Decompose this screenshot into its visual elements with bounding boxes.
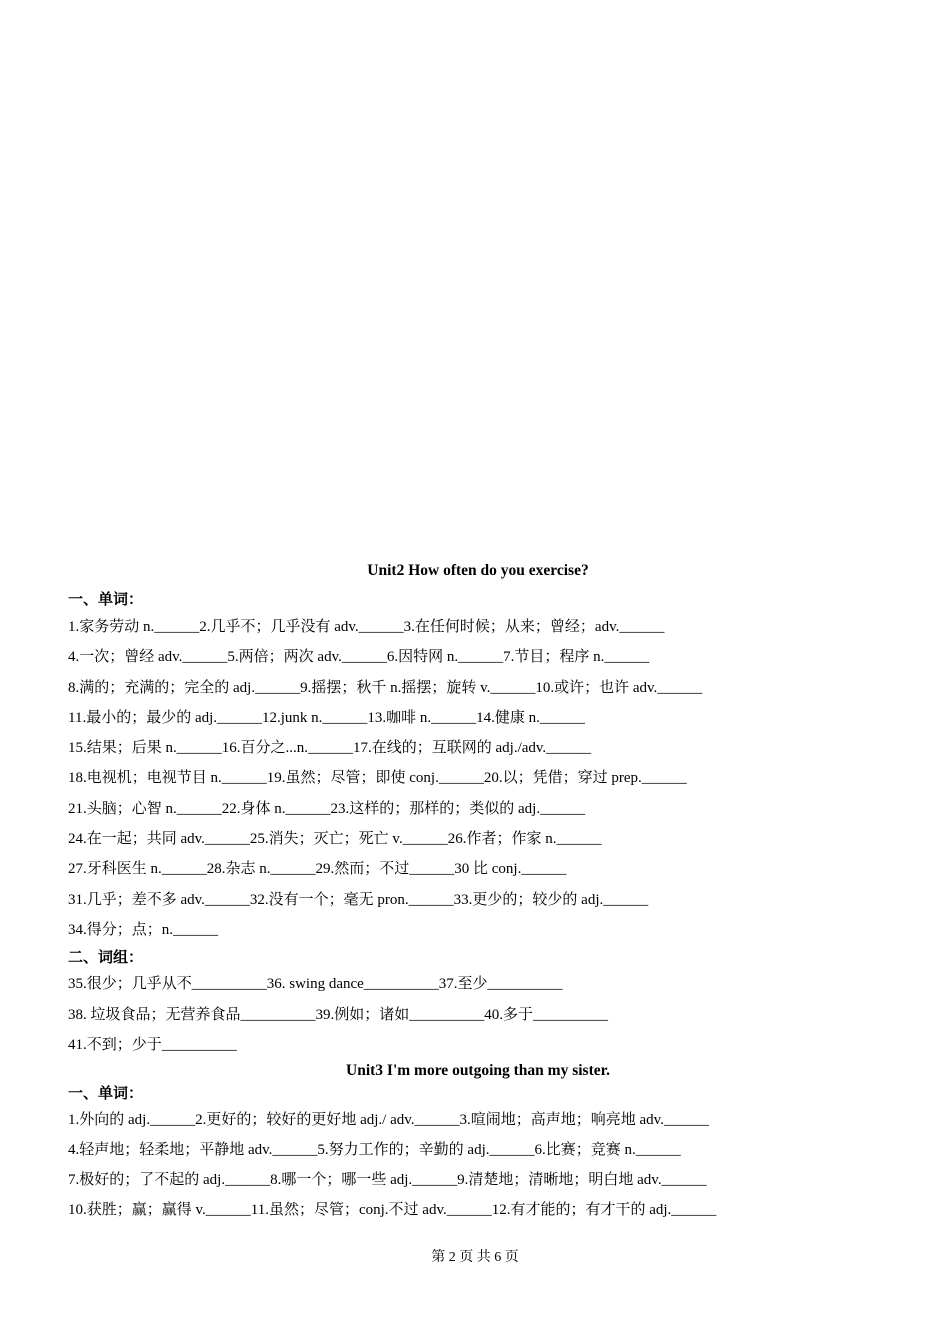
unit2-word-line: 27.牙科医生 n.______28.杂志 n.______29.然而；不过______30 比 conj.______ <box>68 861 567 878</box>
unit3-word-line: 10.获胜；赢；赢得 v.______11.虽然；尽管；conj.不过 adv.______12.有才能的；有才干的 adj.______ <box>68 1201 717 1218</box>
unit2-phrase-list <box>68 969 888 1060</box>
unit2-word-line: 1.家务劳动 n.______2.几乎不；几乎没有 adv.______3.在任何时候；从来；曾经；adv.______ <box>68 619 665 635</box>
unit2-word-line: 15.结果；后果 n.______16.百分之...n.______17.在线的；互联网的 adj./adv.______ <box>68 740 592 757</box>
unit2-word-line: 34.得分；点；n.______ <box>68 921 219 938</box>
unit2-phrase-line: 38. 垃圾食品；无营养食品__________39.例如；诸如__________40.多于__________ <box>68 1006 609 1023</box>
unit2-word-line: 24.在一起；共同 adv.______25.消失；灭亡；死亡 v.______26.作者；作家 n.______ <box>68 831 602 848</box>
unit2-word-line: 21.头脑；心智 n.______22.身体 n.______23.这样的；那样的；类似的 adj.______ <box>68 800 586 817</box>
unit3-word-list <box>68 1106 888 1225</box>
worksheet-content <box>68 560 888 1225</box>
unit2-word-line: 11.最小的；最少的 adj.______12.junk n.______13.咖啡 n.______14.健康 n.______ <box>68 709 585 726</box>
unit2-word-line: 18.电视机；电视节目 n.______19.虽然；尽管；即使 conj.______20.以；凭借；穿过 prep.______ <box>68 770 687 787</box>
unit2-word-line: 8.满的；充满的；完全的 adj.______9.摇摆；秋千 n.摇摆；旋转 v.______10.或许；也许 adv.______ <box>68 679 703 696</box>
unit3-word-line: 1.外向的 adj.______2.更好的；较好的更好地 adj./ adv.______3.喧闹地；高声地；响亮地 adv.______ <box>68 1112 709 1129</box>
unit2-word-list <box>68 612 888 945</box>
unit2-phrase-line: 41.不到；少于__________ <box>68 1036 237 1053</box>
unit2-title: Unit2 How often do you exercise? <box>367 562 589 579</box>
unit3-word-line: 7.极好的；了不起的 adj.______8.哪一个；哪一些 adj.______9.清楚地；清晰地；明白地 adv.______ <box>68 1171 707 1188</box>
unit2-phrases-heading: 二、词组： <box>68 950 144 967</box>
unit2-word-line: 31.几乎；差不多 adv.______32.没有一个；毫无 pron.______33.更少的；较少的 adj.______ <box>68 891 649 908</box>
unit2-word-line: 4.一次；曾经 adv.______5.两倍；两次 adv.______6.因特网 n.______7.节目；程序 n.______ <box>68 649 650 666</box>
unit3-word-line: 4.轻声地；轻柔地；平静地 adv.______5.努力工作的；辛勤的 adj.______6.比赛；竞赛 n.______ <box>68 1141 681 1158</box>
unit2-phrase-line: 35.很少；几乎从不__________36. swing dance__________37.至少__________ <box>68 976 563 993</box>
unit3-words-heading: 一、单词： <box>68 1086 144 1103</box>
page-number-footer: 第 2 页 共 6 页 <box>431 1250 519 1265</box>
unit2-words-heading: 一、单词： <box>68 592 144 608</box>
unit3-title: Unit3 I'm more outgoing than my sister. <box>346 1062 610 1080</box>
